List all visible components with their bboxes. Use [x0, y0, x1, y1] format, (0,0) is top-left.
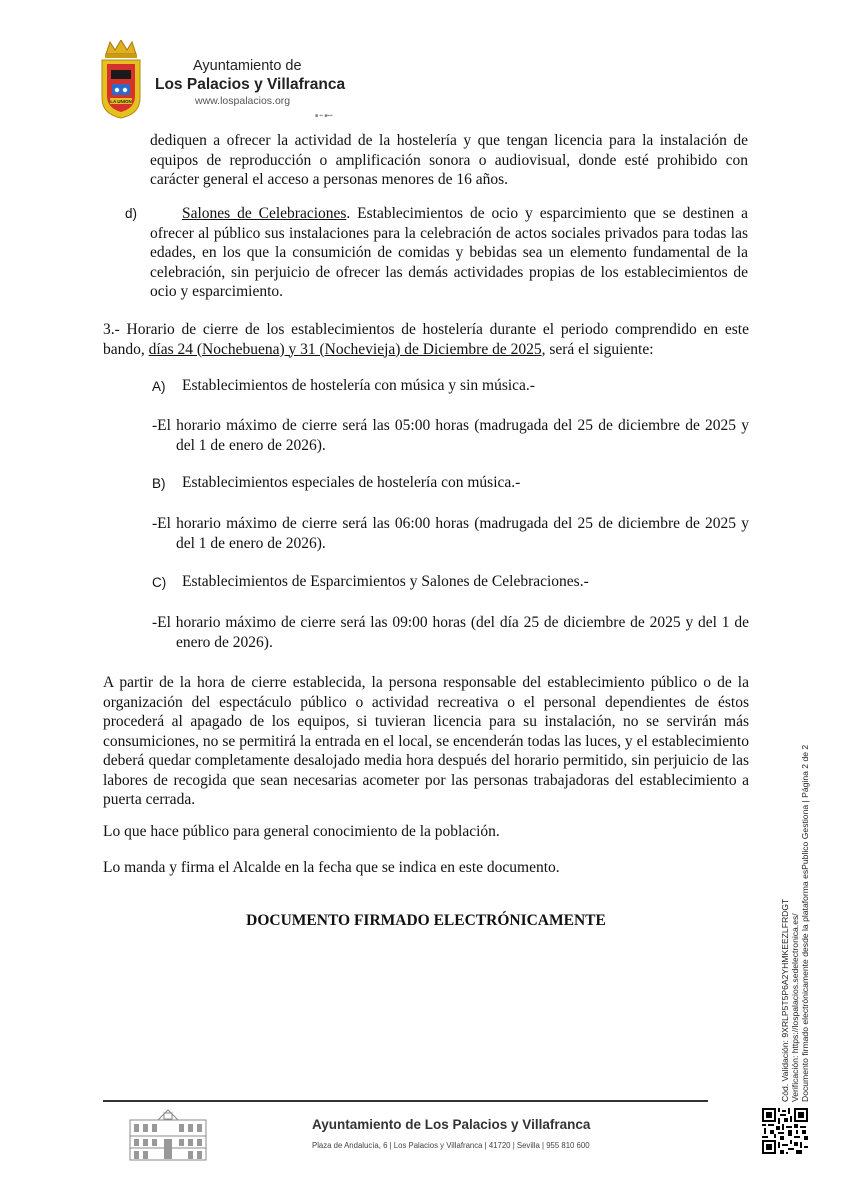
shield-motto: LA UNION [110, 99, 132, 104]
salones-text: . Establecimientos de ocio y esparcimiento que se destinen a ofrecer al público sus instalaciones para la celebración de actos sociales privados para todas las edades, en los que la consumición de comidas y bebidas sea un elemento fundamental de la celebración, sin perjuicio de ofrecer las demás actividades propias de los establecimientos de ocio y esparcimiento. [150, 205, 749, 300]
item-d-label: d) [125, 206, 138, 221]
validation-sidebar [780, 744, 840, 1102]
item-c-label: C) [152, 575, 167, 590]
header-line-1: Ayuntamiento de [193, 58, 302, 74]
paragraph-public: Lo que hace público para general conocimiento de la población. [103, 823, 500, 840]
horario-end: , será el siguiente: [541, 340, 654, 358]
signature-platform-note: Documento firmado electrónicamente desde la plataforma esPublico Gestiona | Página 2 de 2 [800, 744, 811, 1102]
item-b-detail: -El horario máximo de cierre será las 06:00 horas (madrugada del 25 de diciembre de 2025 y del 1 de enero de 2026). [152, 515, 749, 552]
verification-url[interactable]: Verificación: https://lospalacios.sedelectronica.es/ [790, 913, 801, 1102]
horario-dates: días 24 (Nochebuena) y 31 (Nochevieja) de Diciembre de 2025 [148, 340, 542, 358]
validation-code: Cód. Validación: 9XRLP5T5P6A2YHMKEEZLFRDGT [780, 898, 790, 1102]
salones-title: Salones de Celebraciones [182, 205, 347, 222]
item-b-label: B) [152, 476, 166, 491]
paragraph-salones [150, 204, 748, 302]
town-coat-of-arms [100, 40, 142, 120]
item-c-title: Establecimientos de Esparcimientos y Salones de Celebraciones.- [182, 573, 589, 590]
item-c-detail: -El horario máximo de cierre será las 09:00 horas (del día 25 de diciembre de 2025 y del 1 de enero de 2026). [152, 614, 749, 651]
item-a-label: A) [152, 379, 166, 394]
header-website[interactable]: www.lospalacios.org [195, 95, 291, 107]
footer-title: Ayuntamiento de Los Palacios y Villafranca [312, 1117, 591, 1132]
paragraph-continuation: dediquen a ofrecer la actividad de la hostelería y que tengan licencia para la instalación de equipos de reproducción o amplificación sonora o audiovisual, donde esté prohibido con carácter general el acceso a personas menores de 16 años. [150, 132, 748, 188]
header-line-2: Los Palacios y Villafranca [155, 76, 346, 93]
paragraph-mayor: Lo manda y firma el Alcalde en la fecha que se indica en este documento. [103, 859, 560, 876]
item-a-detail: -El horario máximo de cierre será las 05:00 horas (madrugada del 25 de diciembre de 2025 y del 1 de enero de 2026). [152, 417, 749, 454]
header-municipality [155, 58, 345, 108]
footer-divider [103, 1100, 708, 1102]
town-hall-building-icon [128, 1106, 208, 1162]
paragraph-horario [103, 320, 749, 359]
paragraph-closing-procedure: A partir de la hora de cierre establecida, la persona responsable del establecimiento público o de la organización del espectáculo público o actividad recreativa o el personal dependientes de éstos procederá al apagado de los equipos, si tuvieran licencia para su instalación, no se servirán más consumiciones, no se permitirá la entrada en el local, se encenderán todas las luces, y el establecimiento deberá quedar completamente desalojado media hora después del horario permitido, sin perjuicio de las labores de recogida que sean necesarias acometer por las personas trabajadoras del establecimiento a puerta cerrada. [103, 674, 749, 808]
horario-intro: 3.- Horario de cierre de los establecimientos de hostelería durante el periodo comprendido en este bando, [103, 321, 749, 358]
signed-electronically: DOCUMENTO FIRMADO ELECTRÓNICAMENTE [246, 912, 606, 929]
item-a-title: Establecimientos de hostelería con música y sin música.- [182, 377, 535, 394]
item-b-title: Establecimientos especiales de hostelería con música.- [182, 474, 521, 491]
footer-address: Plaza de Andalucía, 6 | Los Palacios y Villafranca | 41720 | Sevilla | 955 810 600 [312, 1141, 590, 1150]
qr-code-icon[interactable] [762, 1108, 808, 1154]
header-tiny-mark: ■ ▪▪ ■▪▪▪ [315, 113, 333, 119]
